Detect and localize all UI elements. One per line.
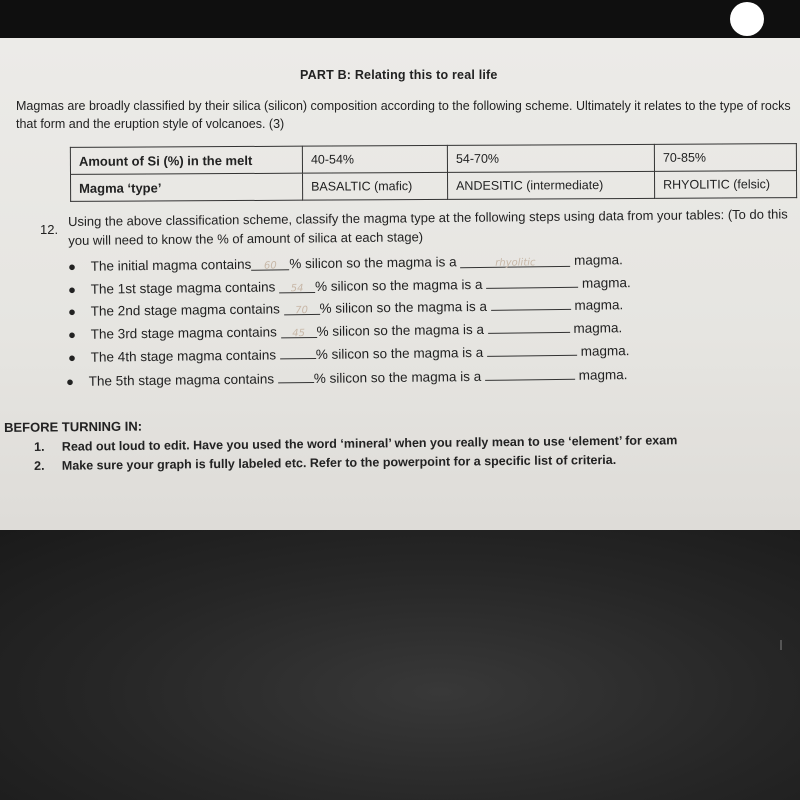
table-cell: RHYOLITIC (felsic) — [654, 171, 796, 199]
bullet-icon: ● — [68, 281, 77, 297]
table-row-silica — [70, 144, 796, 175]
item-stem: The 4th stage magma contains — [90, 347, 277, 365]
type-blank[interactable] — [487, 342, 577, 357]
percent-blank[interactable] — [284, 301, 320, 315]
item-end: magma. — [580, 343, 630, 359]
handwritten-answer: 45 — [292, 328, 306, 340]
intro-paragraph: Magmas are broadly classified by their silica (silicon) composition according to the following scheme. Ultimately it relates to the type of rocks that form and the eruption style of volcanoes. (3) — [16, 99, 791, 131]
section-title: PART B: Relating this to real life — [300, 68, 498, 82]
item-stem: The 5th stage magma contains — [88, 371, 275, 389]
item-stem: The 1st stage magma contains — [90, 279, 276, 297]
table-cell: BASALTIC (mafic) — [303, 172, 448, 200]
item-end: magma. — [581, 275, 631, 291]
percent-blank[interactable] — [281, 324, 317, 338]
before-turning-in-heading: BEFORE TURNING IN: — [4, 418, 143, 435]
question-text: Using the above classification scheme, classify the magma type at the following steps using data from your tables: (To do this you will need to know the % of amount of silica at each stage) — [68, 206, 788, 248]
handwritten-answer: 54 — [290, 283, 304, 295]
handwritten-answer: 70 — [295, 305, 309, 317]
table-cell: 54-70% — [447, 144, 654, 172]
type-blank[interactable] — [488, 319, 570, 334]
item-suffix: % silicon so the magma is a — [315, 344, 484, 362]
table-cell: 40-54% — [302, 145, 447, 173]
desk-surface — [0, 530, 800, 800]
question-number: 12. — [40, 222, 59, 237]
handwritten-answer: rhyolitic — [495, 257, 536, 269]
bullet-icon: ● — [68, 349, 77, 365]
checklist-text: Read out loud to edit. Have you used the word ‘mineral’ when you really mean to use ‘element’ for exam — [61, 433, 678, 454]
checklist-number: 2. — [34, 458, 45, 473]
percent-blank[interactable] — [251, 256, 289, 270]
percent-blank[interactable] — [279, 279, 315, 293]
item-suffix: % silicon so the magma is a — [289, 254, 457, 272]
handwritten-answer: 60 — [263, 260, 277, 272]
item-end: magma. — [578, 367, 628, 383]
checklist-number: 1. — [34, 439, 45, 454]
type-blank[interactable] — [486, 274, 578, 289]
item-end: magma. — [574, 252, 623, 268]
percent-blank[interactable] — [280, 345, 316, 359]
item-stem: The 3rd stage magma contains — [90, 324, 277, 342]
bullet-icon: ● — [68, 326, 77, 342]
table-row-type — [71, 171, 797, 202]
percent-blank[interactable] — [278, 369, 314, 383]
type-blank[interactable] — [485, 366, 575, 381]
item-suffix: % silicon so the magma is a — [313, 368, 482, 386]
bullet-icon: ● — [68, 303, 77, 319]
item-suffix: % silicon so the magma is a — [315, 276, 483, 294]
white-circle-marker — [730, 2, 764, 36]
table-cell: Magma ‘type’ — [71, 173, 303, 201]
item-end: magma. — [574, 297, 624, 313]
item-suffix: % silicon so the magma is a — [319, 298, 488, 316]
item-end: magma. — [573, 320, 623, 336]
item-stem: The 2nd stage magma contains — [90, 301, 280, 319]
desk-scratch — [780, 640, 782, 650]
magma-classification-table — [70, 143, 797, 202]
checklist-text: Make sure your graph is fully labeled etc. Refer to the powerpoint for a specific list of criteria. — [61, 452, 617, 473]
dark-top-edge — [0, 0, 800, 38]
type-blank[interactable] — [460, 253, 570, 268]
table-cell: 70-85% — [654, 144, 796, 172]
bullet-icon: ● — [66, 373, 75, 389]
table-cell: ANDESITIC (intermediate) — [447, 171, 654, 199]
item-stem: The initial magma contains — [90, 256, 252, 274]
table-cell: Amount of Si (%) in the melt — [70, 146, 302, 174]
type-blank[interactable] — [491, 296, 571, 311]
bullet-icon: ● — [68, 258, 77, 274]
item-suffix: % silicon so the magma is a — [316, 321, 485, 339]
